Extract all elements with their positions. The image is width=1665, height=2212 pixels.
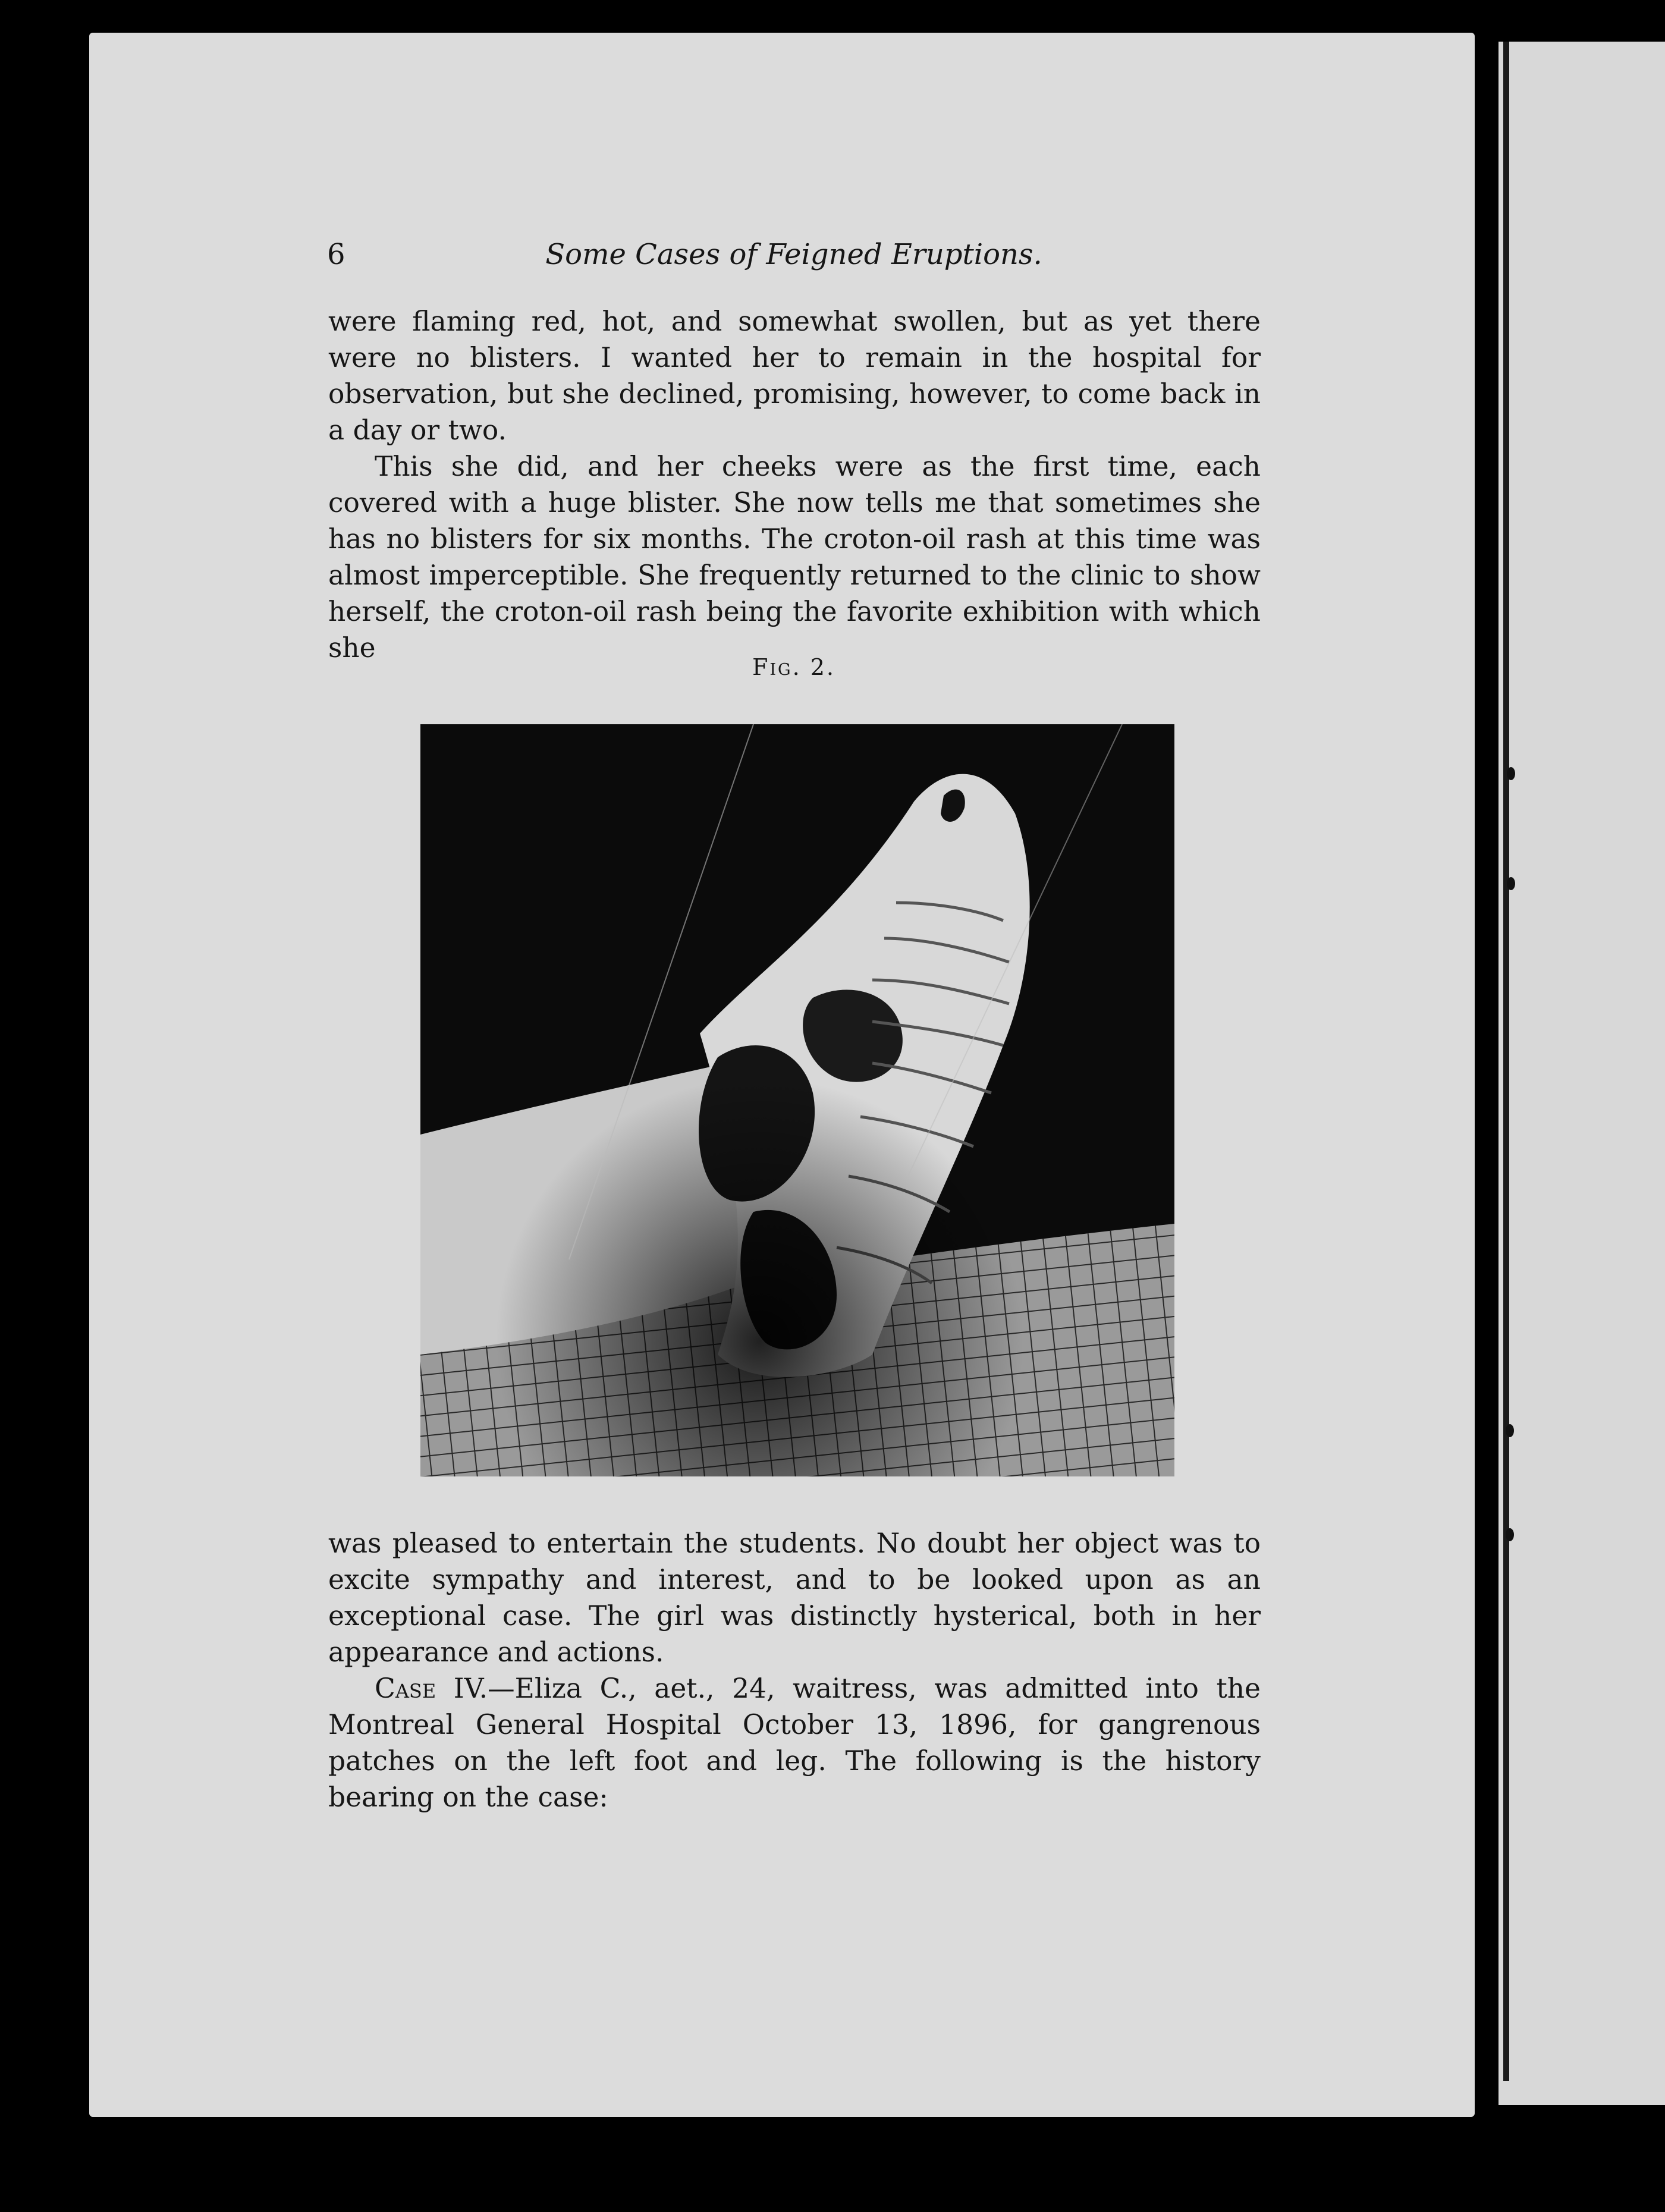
edge-mark	[1507, 877, 1515, 890]
edge-mark	[1506, 1528, 1514, 1541]
body-text-top	[328, 303, 1261, 666]
running-title: Some Cases of Feigned Eruptions.	[545, 238, 1042, 271]
running-header	[327, 238, 1261, 285]
edge-mark	[1506, 1424, 1514, 1437]
photograph-illustration	[420, 724, 1174, 1476]
figure-label: Fig. 2.	[752, 654, 835, 680]
case-text: —Eliza C., aet., 24, waitress, was admitted into the Montreal General Hospital October 13, 1896, for gangrenous patches on the left foot and leg. The following is the history bearing on the case:	[328, 1673, 1261, 1813]
figure-photograph	[420, 724, 1174, 1476]
facing-page-edge	[1498, 42, 1665, 2105]
paragraph: was pleased to entertain the students. No doubt her object was to excite sympathy and interest, and to be looked upon as an exceptional case. The girl was distinctly hysterical, both in her appearance and actions.	[328, 1528, 1261, 1668]
paragraph: were flaming red, hot, and somewhat swollen, but as yet there were no blisters. I wanted her to remain in the hospital for observation, but she declined, promising, however, to come back in a day or two.	[328, 306, 1261, 446]
edge-mark	[1507, 767, 1515, 780]
page-number: 6	[327, 238, 345, 271]
case-paragraph	[328, 1670, 1261, 1815]
body-text-bottom	[328, 1525, 1261, 1815]
page-fold-line	[1503, 42, 1509, 2081]
case-label: Case IV.	[375, 1673, 488, 1704]
paragraph: This she did, and her cheeks were as the first time, each covered with a huge blister. She now tells me that sometimes she has no blisters for six months. The croton-oil rash at this time was almost imperceptible. She frequently returned to the clinic to show herself, the croton-oil rash being the favorite exhibition with which she	[328, 451, 1261, 664]
